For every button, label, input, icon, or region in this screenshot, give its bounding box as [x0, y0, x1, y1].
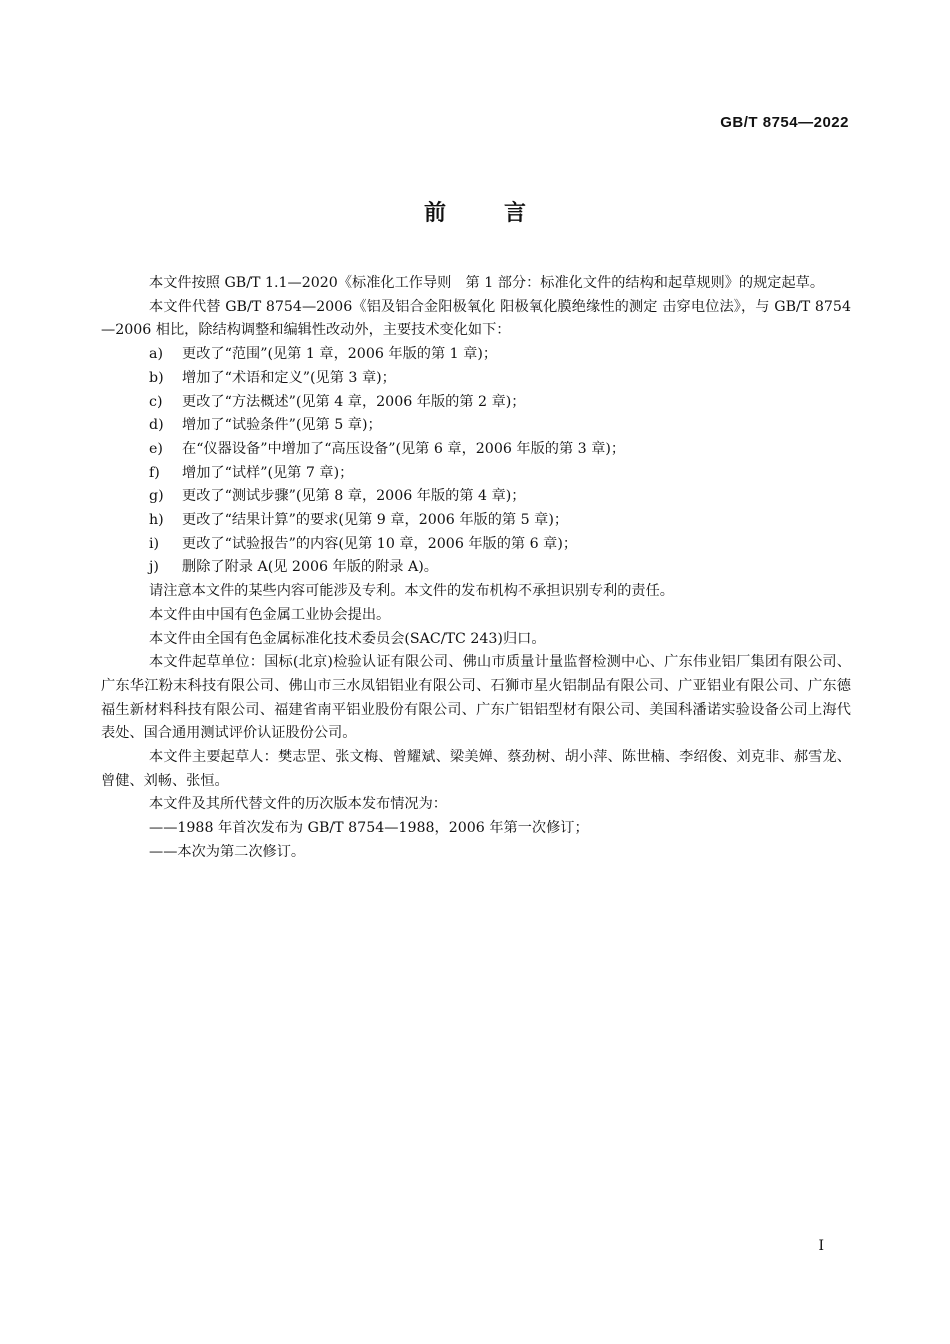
list-item-label: e) [149, 440, 163, 457]
list-item-label: g) [149, 488, 164, 505]
history-intro-paragraph: 本文件及其所代替文件的历次版本发布情况为： [149, 796, 447, 813]
list-item-text: 更改了“范围”(见第 1 章，2006 年版的第 1 章)； [182, 346, 498, 363]
list-item-label: a) [149, 346, 163, 363]
list-item-text: 更改了“方法概述”(见第 4 章，2006 年版的第 2 章)； [182, 393, 526, 410]
list-item [101, 556, 851, 580]
list-item-text: 更改了“测试步骤”(见第 8 章，2006 年版的第 4 章)； [182, 488, 526, 505]
list-item-text: 增加了“试验条件”(见第 5 章)； [182, 417, 382, 434]
list-item-label: c) [149, 393, 163, 410]
list-item [101, 367, 851, 391]
replacement-paragraph: 本文件代替 GB/T 8754—2006《铝及铝合金阳极氧化 阳极氧化膜绝缘性的测定 击穿电位法》，与 GB/T 8754—2006 相比，除结构调整和编辑性改动外，主要技术变化如下： [101, 298, 851, 339]
proposer-paragraph: 本文件由中国有色金属工业协会提出。 [149, 606, 391, 623]
list-item [101, 414, 851, 438]
page-title: 前言 [423, 201, 584, 226]
list-item [101, 509, 851, 533]
history-item: ——1988 年首次发布为 GB/T 8754—1988，2006 年第一次修订； [149, 820, 589, 837]
list-item-text: 增加了“术语和定义”(见第 3 章)； [182, 369, 396, 386]
list-item-label: j) [149, 559, 159, 576]
list-item [101, 462, 851, 486]
list-item-label: h) [149, 512, 164, 529]
list-item-text: 更改了“结果计算”的要求(见第 9 章，2006 年版的第 5 章)； [182, 512, 569, 529]
foreword-body [101, 272, 851, 865]
list-item-label: d) [149, 417, 164, 434]
drafting-rule-paragraph: 本文件按照 GB/T 1.1—2020《标准化工作导则 第 1 部分：标准化文件的结构和起草规则》的规定起草。 [149, 275, 825, 291]
changes-list [101, 343, 851, 580]
list-item [101, 438, 851, 462]
page-number: I [818, 1238, 824, 1254]
committee-paragraph: 本文件由全国有色金属标准化技术委员会(SAC/TC 243)归口。 [149, 630, 546, 647]
list-item-label: b) [149, 369, 164, 386]
list-item [101, 533, 851, 557]
list-item-label: i) [149, 535, 160, 552]
list-item-text: 增加了“试样”(见第 7 章)； [182, 464, 354, 481]
history-item: ——本次为第二次修订。 [149, 843, 306, 860]
list-item-text: 删除了附录 A(见 2006 年版的附录 A)。 [182, 559, 438, 576]
list-item [101, 485, 851, 509]
list-item-label: f) [149, 464, 160, 481]
drafting-units-paragraph: 本文件起草单位：国标(北京)检验认证有限公司、佛山市质量计量监督检测中心、广东伟业铝厂集团有限公司、广东华江粉末科技有限公司、佛山市三水凤铝铝业有限公司、石狮市星火铝制品有限公司、广亚铝业有限公司、广东德福生新材料科技有限公司、福建省南平铝业股份有限公司、广东广铝铝型材有限公司、美国科潘诺实验设备公司上海代表处、国合通用测试评价认证股份公司。 [101, 654, 851, 742]
patent-notice: 请注意本文件的某些内容可能涉及专利。本文件的发布机构不承担识别专利的责任。 [149, 583, 674, 600]
standard-code: GB/T 8754—2022 [720, 114, 849, 131]
list-item-text: 在“仪器设备”中增加了“高压设备”(见第 6 章，2006 年版的第 3 章)； [182, 440, 626, 457]
list-item [101, 391, 851, 415]
drafters-paragraph: 本文件主要起草人：樊志罡、张文梅、曾耀斌、梁美婵、蔡劲树、胡小萍、陈世楠、李绍俊、刘克非、郝雪龙、曾健、刘畅、张恒。 [101, 749, 851, 789]
list-item [101, 343, 851, 367]
list-item-text: 更改了“试验报告”的内容(见第 10 章，2006 年版的第 6 章)； [182, 535, 578, 552]
